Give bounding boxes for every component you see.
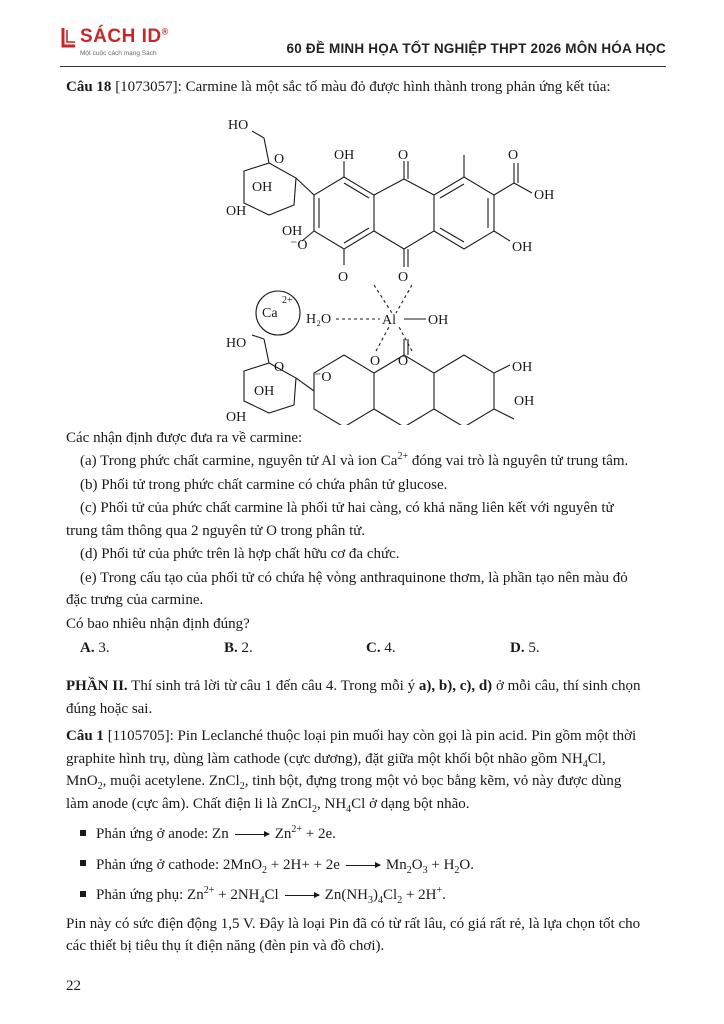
oh-label: OH: [252, 179, 273, 195]
oh-label: OH: [428, 312, 449, 328]
o-label: O: [508, 147, 519, 163]
header-title: 60 ĐỀ MINH HỌA TỐT NGHIỆP THPT 2026 MÔN HÓA HỌC: [286, 41, 666, 56]
o-label: O: [370, 353, 381, 369]
logo-text: SÁCH ID®: [80, 26, 169, 47]
oh-label: OH: [282, 223, 303, 239]
reaction-anode: Phản ứng ở anode: Zn $Zn^{2+} + 2e$.: [66, 823, 670, 846]
oh-label: OH: [514, 393, 535, 409]
claim-e-continued: đặc trưng của carmine.: [66, 592, 204, 608]
ring-o-top: O: [274, 151, 285, 167]
question-1-line-3: MnO$_2$, muội acetylene. ZnCl$_2$, tinh bột, đựng trong một vỏ bọc bằng kẽm, vỏ này được dùng: [66, 773, 622, 792]
closing-paragraph-continued: các thiết bị tiêu thụ ít điện năng (đèn pin và đồ chơi).: [66, 938, 385, 954]
o-label: O: [398, 353, 409, 369]
claim-a: (a) Trong phức chất carmine, nguyên tử Al và ion $Ca^{2+}$ đóng vai trò là nguyên tử trung tâm.: [80, 451, 629, 469]
logo: [60, 24, 210, 64]
claim-d: (d) Phối tử của phức trên là hợp chất hữu cơ đa chức.: [80, 546, 400, 562]
part-2-instructions: PHẦN II. Thí sinh trả lời từ câu 1 đến câu 4. Trong mỗi ý a), b), c), d) ở mỗi câu, thí sinh chọn: [66, 678, 641, 694]
closing-paragraph: Pin này có sức điện động 1,5 V. Đây là loại Pin đã có từ rất lâu, có giá rất rẻ, là lựa chọn tốt cho: [66, 915, 641, 932]
ca-label: Ca: [262, 305, 278, 321]
al-label: Al: [382, 312, 396, 328]
o-minus-label: ⁻O: [290, 237, 308, 253]
arrow-icon: [285, 895, 319, 896]
oh-label: OH: [512, 359, 533, 375]
claims-intro: Các nhận định được đưa ra về carmine:: [66, 429, 303, 446]
logo-book-icon: [60, 26, 78, 50]
carmine-structure-drawing: [214, 103, 594, 425]
question-prompt: Có bao nhiêu nhận định đúng?: [66, 615, 250, 632]
bullet-icon: [80, 830, 86, 836]
claim-e: (e) Trong cấu tạo của phối tử có chứa hệ vòng anthraquinone thơm, là phần tạo nên màu đỏ: [80, 569, 628, 586]
ho-label-top: HO: [228, 117, 249, 133]
oh-label: OH: [334, 147, 355, 163]
carmine-structure: [214, 103, 594, 425]
page-number: 22: [66, 978, 81, 994]
option-a[interactable]: A. 3.: [80, 640, 110, 656]
question-1-stem: Câu 1 [1105705]: Pin Leclanché thuộc loại pin muối hay còn gọi là pin acid. Pin gồm một thời: [66, 728, 637, 744]
o-label: O: [338, 269, 349, 285]
oh-label: OH: [226, 409, 247, 425]
oh-label: OH: [254, 383, 275, 399]
logo-slogan: Một cuộc cách mạng Sách: [80, 50, 157, 57]
ca-charge-label: 2+: [282, 294, 293, 306]
question-1-line-2: graphite hình trụ, dùng làm cathode (cực dương), đặt giữa một khối bột nhão gồm $NH_4Cl$,: [66, 750, 606, 770]
claim-c: (c) Phối tử của phức chất carmine là phối tử hai càng, có khả năng liên kết với nguyên tử: [80, 500, 614, 516]
option-c[interactable]: C. 4.: [366, 640, 396, 656]
oh-label: OH: [226, 203, 247, 219]
reaction-side: Phản ứng phụ: $Zn^{2+} + 2NH_4Cl$ $Zn(NH_3)_4Cl_2 + 2H^+$.: [66, 884, 670, 907]
o-label: O: [398, 269, 409, 285]
reaction-cathode: Phản ứng ở cathode: 2MnO$_2$ + 2H+ + 2e $Mn_2O_3 + H_2O$.: [66, 854, 670, 877]
claim-c-continued: trung tâm thông qua 2 nguyên tử O trong phân tử.: [66, 522, 366, 539]
part-2-instructions-continued: đúng hoặc sai.: [66, 700, 153, 717]
question-1-line-4: làm anode (cực âm). Chất điện li là ZnCl$_2$, $NH_4Cl$ ở dạng bột nhão.: [66, 795, 470, 815]
o-label: O: [398, 147, 409, 163]
arrow-icon: [346, 865, 380, 866]
arrow-icon: [235, 834, 269, 835]
option-b[interactable]: B. 2.: [224, 640, 253, 656]
question-18-stem: Câu 18 [1073057]: Carmine là một sắc tố màu đỏ được hình thành trong phản ứng kết tủa:: [66, 79, 611, 95]
claim-b: (b) Phối tử trong phức chất carmine có chứa phân tử glucose.: [80, 476, 448, 493]
bullet-icon: [80, 891, 86, 897]
bullet-icon: [80, 860, 86, 866]
oh-label: OH: [512, 239, 533, 255]
h2o-label: H₂O: [306, 311, 332, 327]
page-content: [66, 76, 670, 958]
answer-options: [66, 635, 670, 661]
ring-o-bottom: O: [274, 359, 285, 375]
option-d[interactable]: D. 5.: [510, 640, 540, 656]
ho-label-bottom: HO: [226, 335, 247, 351]
o-minus-label: ⁻O: [314, 369, 332, 385]
header-divider: [60, 66, 666, 67]
oh-label: OH: [534, 187, 555, 203]
page-header: [60, 24, 666, 68]
